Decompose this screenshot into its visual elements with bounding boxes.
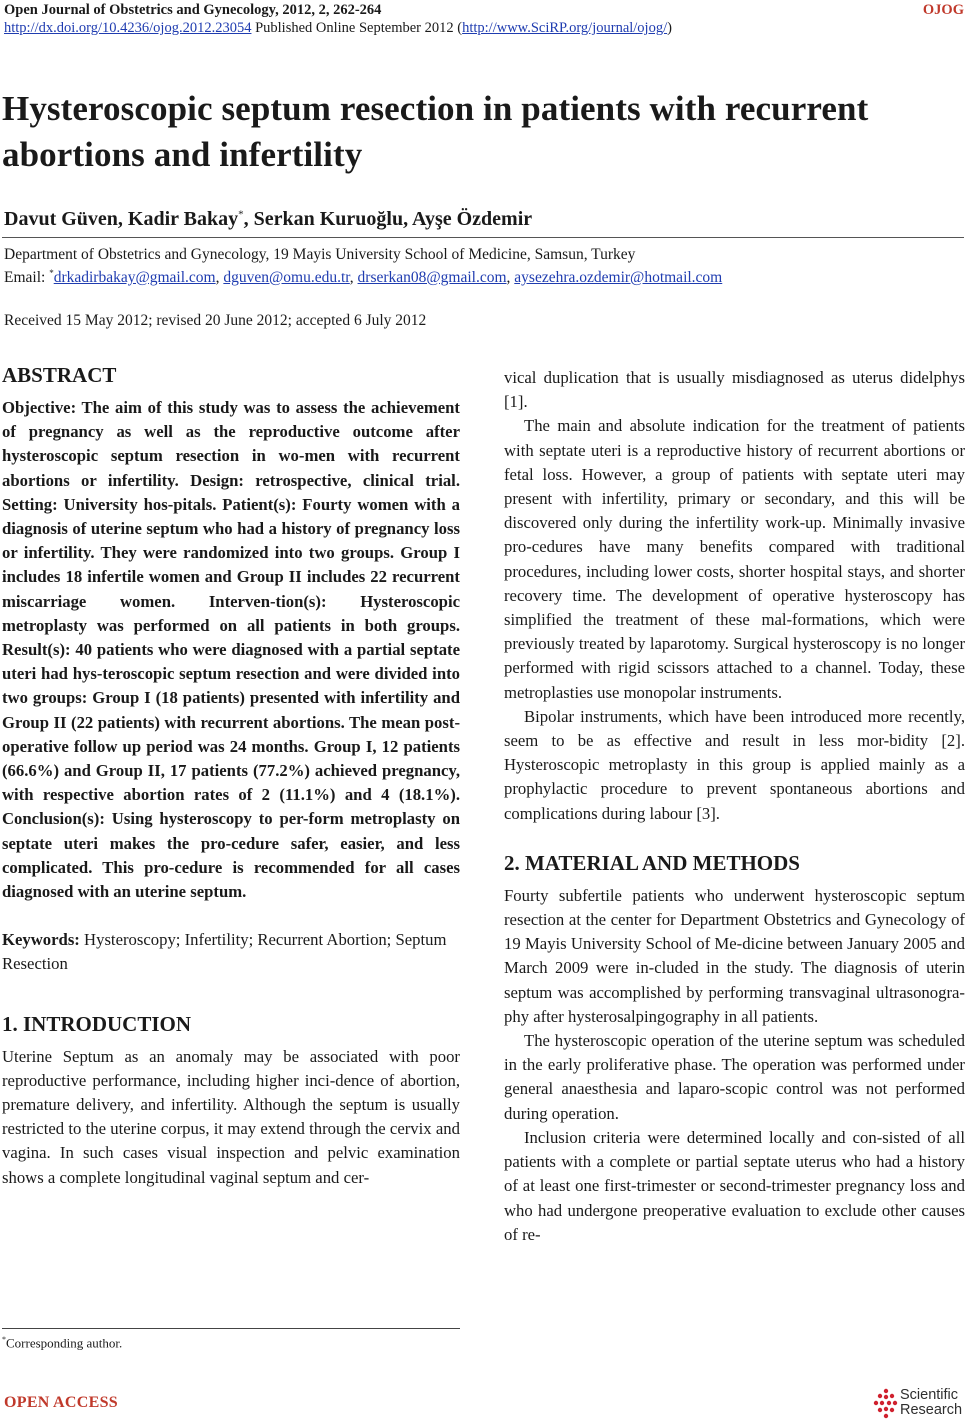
logo-line-1: Scientific xyxy=(900,1387,959,1403)
email-label: Email: xyxy=(4,269,50,287)
keywords xyxy=(2,928,460,976)
methods-paragraph-2: The hysteroscopic operation of the uterine septum was scheduled in the early proliferative phase. The operation was performed under general anaesthesia and laparo-scopic control was not performed during operation. xyxy=(504,1031,965,1123)
footnote xyxy=(2,1335,122,1351)
received-dates: Received 15 May 2012; revised 20 June 2012; accepted 6 July 2012 xyxy=(4,312,427,329)
open-access-label: OPEN ACCESS xyxy=(4,1394,118,1411)
logo-dots-icon xyxy=(872,1388,900,1420)
journal-url-link[interactable]: http://www.SciRP.org/journal/ojog/ xyxy=(462,20,668,36)
footnote-mark: * xyxy=(2,1335,6,1344)
authors-first: Davut Güven, Kadir Bakay xyxy=(4,208,239,230)
intro-paragraph-2: The main and absolute indication for the treatment of patients with septate uteri is a reproductive history of recurrent abortions or fetal loss. However, a group of patients with septate uteri may present with infertility, primary or secondary, and this will be discovered only during the infertility work-up. Minimally invasive pro-cedures have many benefits compared with traditional procedures, including lower costs, shorter hospital stays, and shorter recovery time. The development of operative hysteroscopy has simplified the treatment of these mal-formations, which were previously treated by laparotomy. Surgical hysteroscopy is no longer performed with rigid scissors attached to a channel. Today, these metroplasties use monopolar instruments. xyxy=(504,416,965,702)
right-column xyxy=(504,366,965,1247)
email-link-2[interactable]: dguven@omu.edu.tr xyxy=(223,269,350,287)
authors-rest: , Serkan Kuruoğlu, Ayşe Özdemir xyxy=(243,208,533,230)
email-separator: , xyxy=(506,269,515,287)
abstract-text: Objective: The aim of this study was to assess the achievement of pregnancy as well as the reproductive outcome after hysteroscopic septum resection in wo-men with recurrent abortions or infertility. Design: retrospective, clinical trial. Setting: University hos-pitals. Patient(s): Fourty women with a diagnosis of uterine septum who had a history of pregnancy loss or infertility. They were randomized into two groups. Group I includes 18 infertile women and Group II includes 22 recurrent miscarriage women. Interven-tion(s): Hysteroscopic metroplasty was performed on all patients in both groups. Result(s): 40 patients who were diagnosed with a partial septate uteri had hys-teroscopic septum resection and were divided into two groups: Group I (18 patients) presented with infertility and Group II (22 patients) with recurrent abortions. The mean post-operative follow up period was 24 months. Group I, 12 patients (66.6%) and Group II, 17 patients (77.2%) achieved pregnancy, with respective abortion rates of 2 (11.1%) and 4 (18.1%). Conclusion(s): Using hysteroscopy to per-form metroplasty on septate uteri makes the pro-cedure safer, easier, and less complicated. This pro-cedure is recommended for all cases diagnosed with an uterine septum. xyxy=(2,398,460,902)
intro-paragraph-1-part-a: Uterine Septum as an anomaly may be associated with poor reproductive performance, including higher inci-dence of abortion, premature delivery, and infertility. Although the septum is usually restricted to the uterine corpus, it may extend through the cervix and vagina. In such cases visual inspection and pelvic examination shows a complete longitudinal vaginal septum and cer- xyxy=(2,1046,460,1187)
methods-heading: 2. MATERIAL AND METHODS xyxy=(504,850,800,875)
title-divider xyxy=(2,237,964,238)
closing-paren: ) xyxy=(667,20,672,36)
journal-citation: Open Journal of Obstetrics and Gynecology, 2012, 2, 262-264 xyxy=(4,2,382,18)
paper-title: Hysteroscopic septum resection in patients with recurrent abortions and infertility xyxy=(2,89,869,174)
email-link-4[interactable]: aysezehra.ozdemir@hotmail.com xyxy=(514,269,723,287)
methods-paragraph-3: Inclusion criteria were determined locally and con-sisted of all patients with a complete or partial septate uterus who had a history of at least one first-trimester or second-trimester pregnancy loss and who had undergone preoperative evaluation to exclude other causes of re- xyxy=(504,1127,965,1244)
scientific-research-logo xyxy=(872,1388,962,1420)
introduction-heading: 1. INTRODUCTION xyxy=(2,1011,192,1036)
abstract-heading: ABSTRACT xyxy=(2,363,117,387)
doi-line xyxy=(4,20,672,37)
footnote-divider xyxy=(2,1328,460,1329)
email-mark: * xyxy=(49,268,54,278)
corresponding-mark: * xyxy=(238,208,244,221)
email-link-3[interactable]: drserkan08@gmail.com xyxy=(357,269,507,287)
footnote-text: Corresponding author. xyxy=(6,1335,123,1351)
author-list xyxy=(4,208,532,231)
keywords-label: Keywords: xyxy=(2,930,80,950)
methods-paragraph-1: Fourty subfertile patients who underwent hysteroscopic septum resection at the center for Department Obstetrics and Gynecology of 19 Mayis University School of Me-dicine between January 2005 and March 2009 were in-cluded in the study. The diagnosis of uterin septum was accomplished by performing transvaginal ultrasonogra-phy after hysterosalpingography in all patients. xyxy=(504,885,965,1026)
journal-abbreviation: OJOG xyxy=(922,2,964,18)
doi-link[interactable]: http://dx.doi.org/10.4236/ojog.2012.23054 xyxy=(4,20,252,36)
left-column xyxy=(2,362,460,1190)
intro-paragraph-1-part-b: vical duplication that is usually misdiagnosed as uterus didelphys [1]. xyxy=(504,368,965,412)
keywords-text: Hysteroscopy; Infertility; Recurrent Abortion; Septum Resection xyxy=(2,930,447,974)
email-separator: , xyxy=(215,269,224,287)
logo-line-2: Research xyxy=(900,1402,963,1418)
email-link-1[interactable]: drkadirbakay@gmail.com xyxy=(53,269,216,287)
logo-wordmark xyxy=(900,1388,962,1418)
intro-paragraph-3: Bipolar instruments, which have been introduced more recently, seem to be as effective and result in less mor-bidity [2]. Hysteroscopic metroplasty in this group is applied mainly as a prophylactic procedure to prevent spontaneous abortions and complications during labour [3]. xyxy=(504,706,965,823)
affiliation: Department of Obstetrics and Gynecology, 19 Mayis University School of Medicine, Samsun, Turkey xyxy=(4,246,636,263)
published-text: Published Online September 2012 ( xyxy=(251,20,463,36)
email-separator: , xyxy=(349,269,358,287)
email-line xyxy=(4,268,722,287)
